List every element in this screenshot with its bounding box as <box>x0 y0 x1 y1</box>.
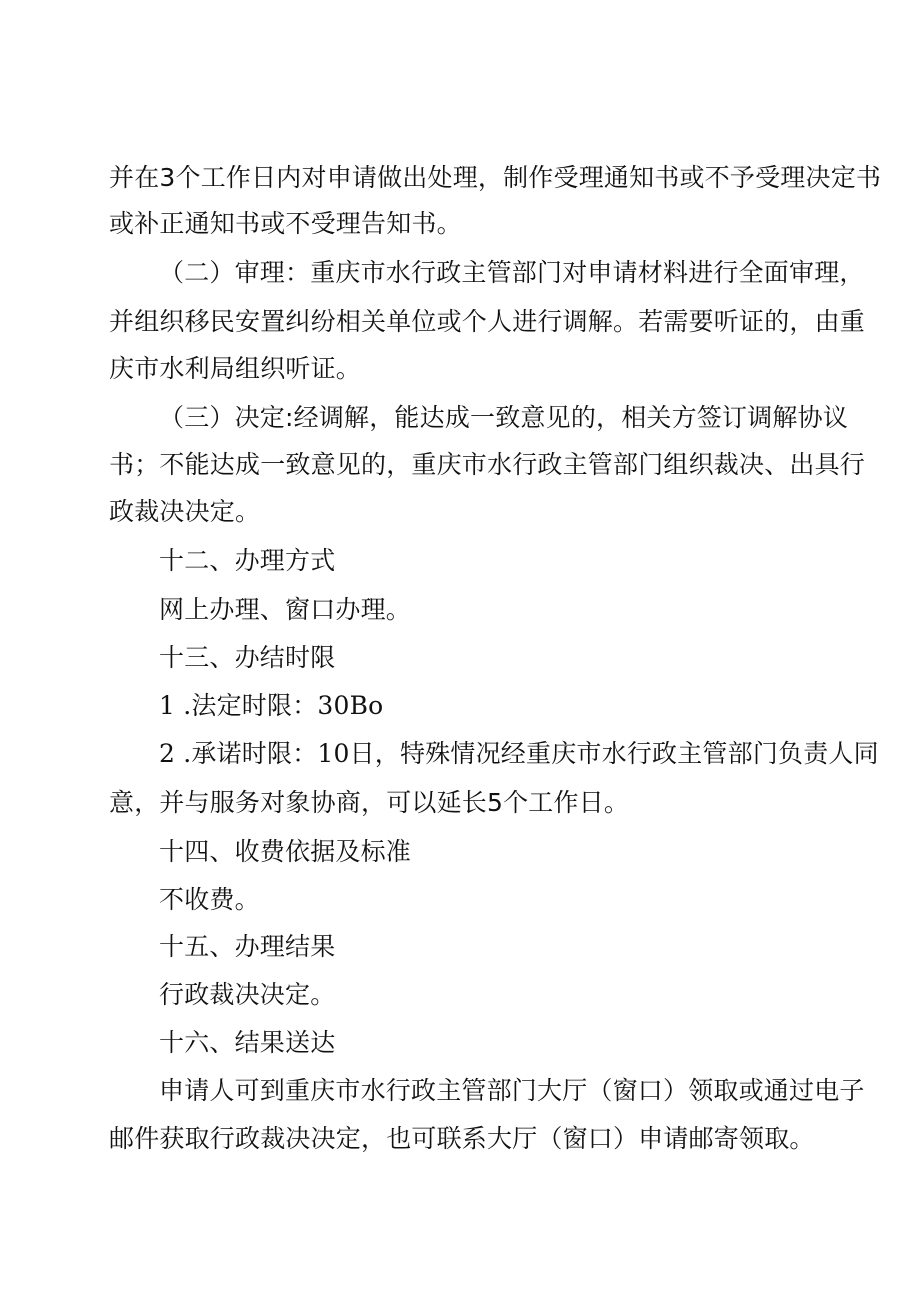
text-line: 或补正通知书或不受理告知书。 <box>109 209 462 238</box>
heading-fee-basis: 十四、收费依据及标准 <box>159 837 412 866</box>
heading-result-delivery: 十六、结果送达 <box>159 1028 336 1057</box>
section-heading-decision: （三）决定:经调解，能达成一致意见的，相关方签订调解协议 <box>159 403 849 432</box>
text-line: 行政裁决决定。 <box>159 980 336 1009</box>
text-line: 书；不能达成一致意见的，重庆市水行政主管部门组织裁决、出具行 <box>109 450 866 479</box>
text-line: 并组织移民安置纠纷相关单位或个人进行调解。若需要听证的，由重 <box>109 307 866 336</box>
list-item-legal-time-limit: 1 .法定时限：30Bo <box>159 691 384 720</box>
text-line: 庆市水利局组织听证。 <box>109 354 362 383</box>
text-line: 邮件获取行政裁决决定，也可联系大厅（窗口）申请邮寄领取。 <box>109 1124 815 1153</box>
text-line: 不收费。 <box>159 885 260 914</box>
section-heading-review: （二）审理：重庆市水行政主管部门对申请材料进行全面审理， <box>159 258 865 287</box>
text-line: 并在3个工作日内对申请做出处理，制作受理通知书或不予受理决定书 <box>109 163 882 192</box>
heading-processing-method: 十二、办理方式 <box>159 546 336 575</box>
text-line: 网上办理、窗口办理。 <box>159 595 412 624</box>
heading-processing-time-limit: 十三、办结时限 <box>159 643 336 672</box>
text-line: 申请人可到重庆市水行政主管部门大厅（窗口）领取或通过电子 <box>159 1076 865 1105</box>
heading-processing-result: 十五、办理结果 <box>159 932 336 961</box>
text-line: 意，并与服务对象协商，可以延长5个工作日。 <box>109 788 630 817</box>
list-item-promised-time-limit: 2 .承诺时限：10日，特殊情况经重庆市水行政主管部门负责人同 <box>159 739 879 768</box>
text-line: 政裁决决定。 <box>109 497 261 526</box>
